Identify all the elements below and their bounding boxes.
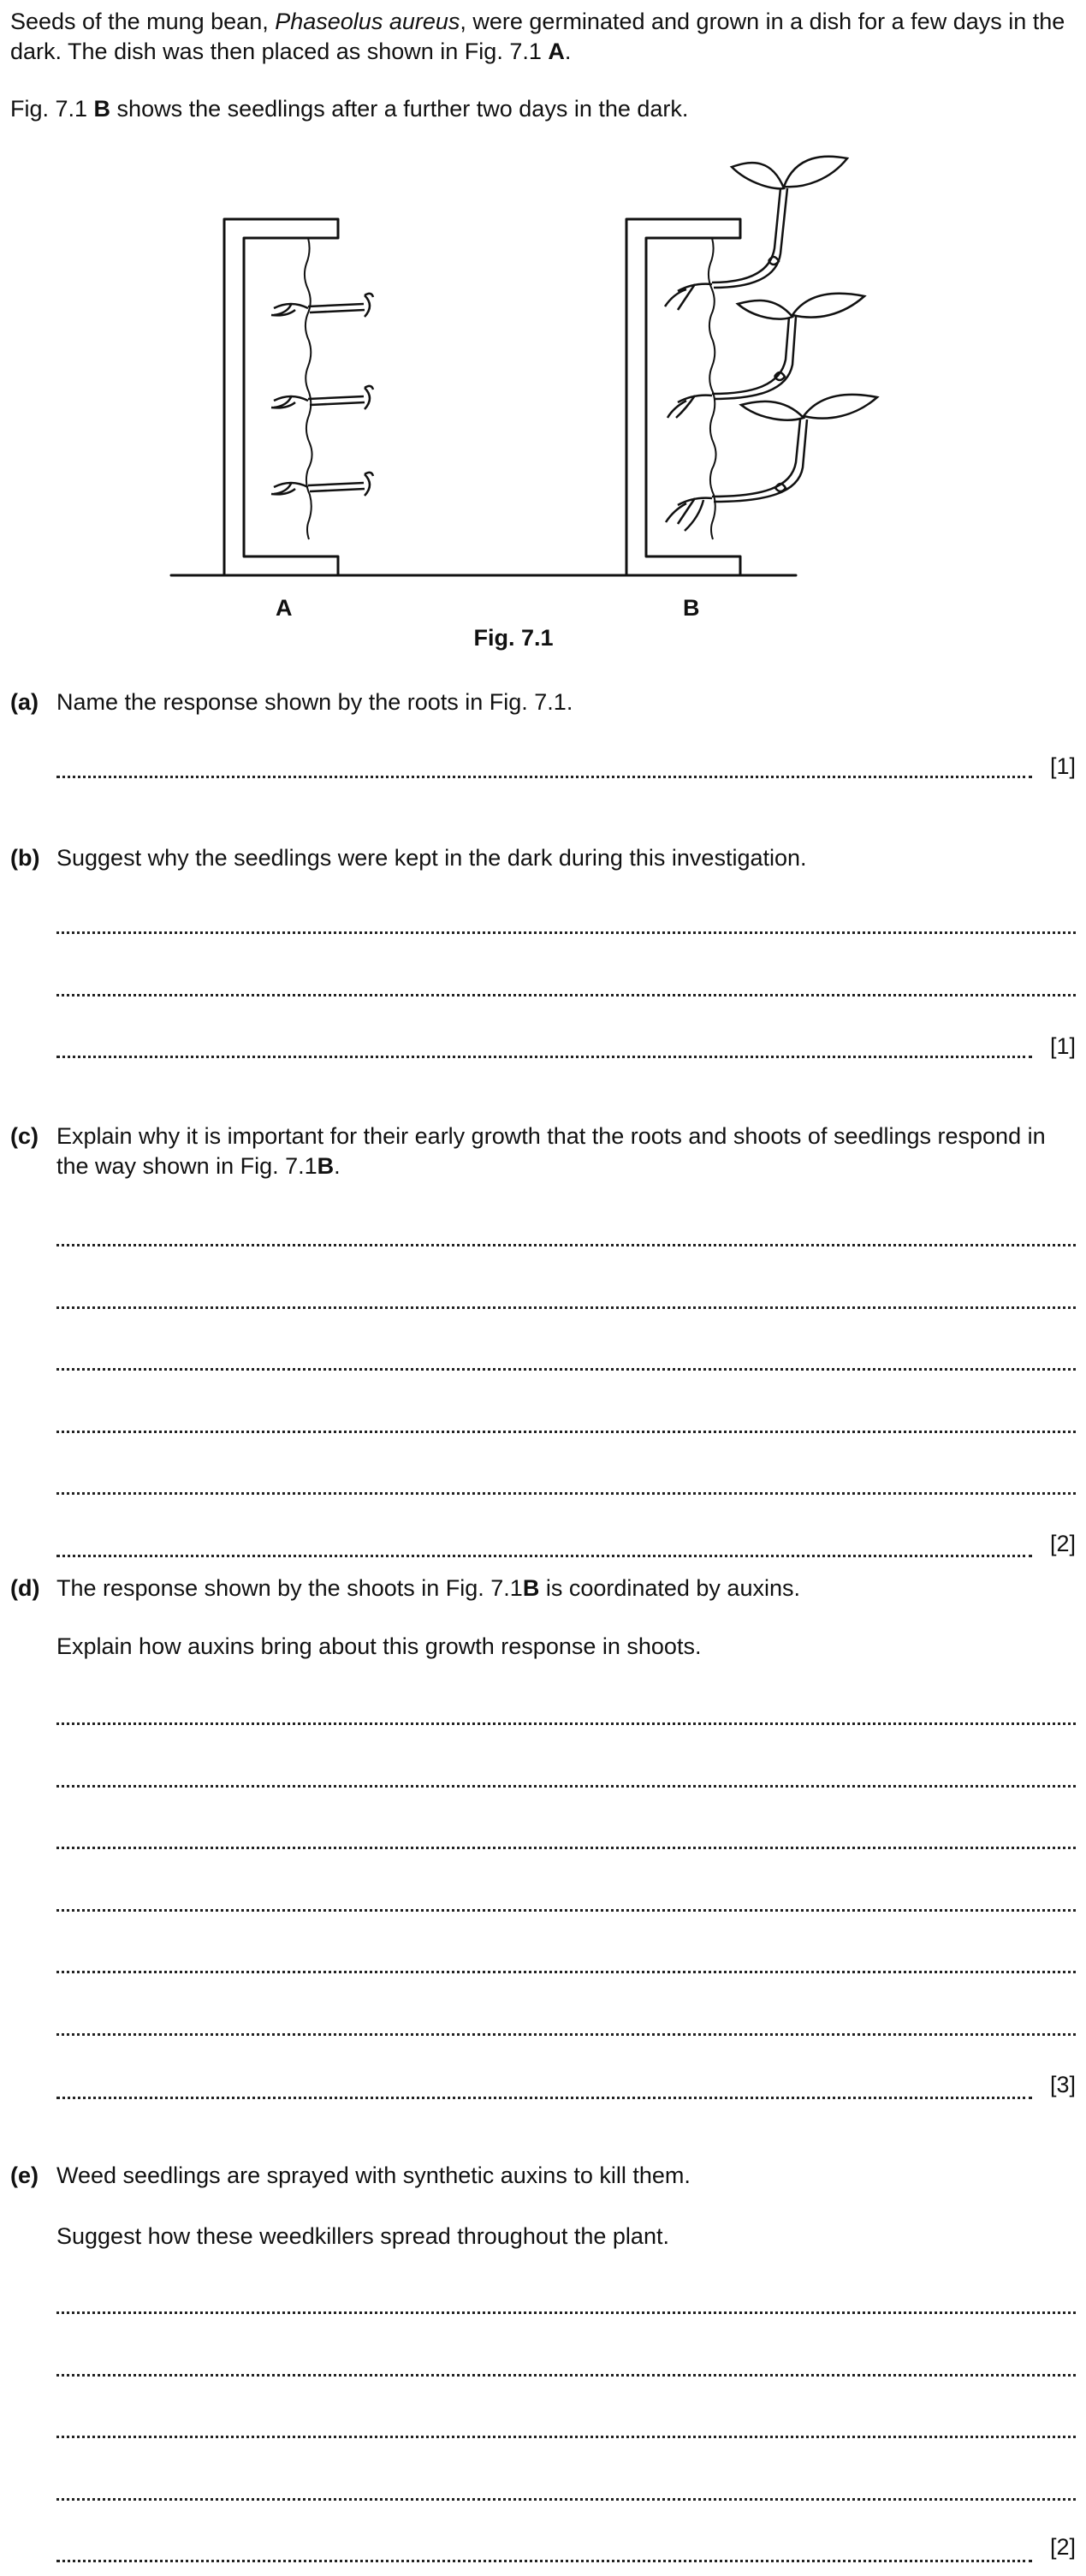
question-d-marks: [3] <box>1049 2072 1076 2097</box>
answer-line-c1[interactable] <box>56 1244 1076 1246</box>
question-d-instruction: Explain how auxins bring about this growth response in shoots. <box>56 1633 702 1659</box>
answer-line-a1[interactable] <box>56 776 1032 778</box>
seedling-a-2 <box>271 386 373 409</box>
intro-bold: B <box>93 96 111 122</box>
species-name: Phaseolus aureus <box>275 9 460 34</box>
answer-line-d2[interactable] <box>56 1785 1076 1788</box>
answer-line-e4[interactable] <box>56 2498 1076 2501</box>
seedling-a-1 <box>271 294 373 317</box>
question-e-text: Weed seedlings are sprayed with synthetic auxins to kill them. <box>56 2163 691 2188</box>
seedlings-b <box>665 157 877 531</box>
answer-line-d5[interactable] <box>56 1971 1076 1973</box>
question-d-label: (d) <box>10 1575 40 1601</box>
question-b-marks: [1] <box>1049 1033 1076 1059</box>
question-a-text: Name the response shown by the roots in Fig. 7.1. <box>56 689 573 715</box>
seedling-b-1 <box>665 157 847 310</box>
figure-label-b: B <box>683 595 700 621</box>
intro-text: , were germinated and grown in a dish for a few days in the dark. The dish was then placed as shown in Fig. 7.1 <box>10 9 1065 65</box>
answer-line-e3[interactable] <box>56 2436 1076 2438</box>
question-c-marks: [2] <box>1049 1531 1076 1556</box>
figure-label-a: A <box>276 595 293 621</box>
question-a-label: (a) <box>10 689 39 715</box>
answer-line-d3[interactable] <box>56 1847 1076 1849</box>
question-b-text: Suggest why the seedlings were kept in the dark during this investigation. <box>56 845 807 871</box>
question-c-text-bold: B <box>317 1153 335 1180</box>
intro-text: . <box>564 39 572 65</box>
figure-7-1-diagram <box>0 0 1086 668</box>
question-e-label: (e) <box>10 2163 39 2188</box>
question-d-text-post: is coordinated by auxins. <box>539 1575 800 1601</box>
answer-line-c2[interactable] <box>56 1306 1076 1309</box>
question-d-text-bold: B <box>522 1575 540 1601</box>
intro-text: Fig. 7.1 <box>10 96 94 122</box>
question-d-text-main: The response shown by the shoots in Fig. 7.1 <box>56 1575 523 1601</box>
question-a-marks: [1] <box>1049 753 1076 779</box>
answer-line-c6[interactable] <box>56 1555 1032 1557</box>
intro-text: Seeds of the mung bean, <box>10 9 276 34</box>
seedling-a-3 <box>271 473 373 496</box>
substrate-a <box>305 238 312 539</box>
answer-line-d6[interactable] <box>56 2033 1076 2036</box>
answer-line-c5[interactable] <box>56 1492 1076 1495</box>
answer-line-c3[interactable] <box>56 1368 1076 1371</box>
intro-bold: A <box>548 39 565 65</box>
question-c-text <box>56 1121 1079 1181</box>
answer-line-b3[interactable] <box>56 1056 1032 1058</box>
answer-line-d7[interactable] <box>56 2097 1032 2099</box>
answer-line-d4[interactable] <box>56 1909 1076 1912</box>
question-c-text-main: Explain why it is important for their early growth that the roots and shoots of seedlings respond in the way shown in Fig. 7.1 <box>56 1123 1046 1180</box>
answer-line-e2[interactable] <box>56 2374 1076 2377</box>
answer-line-d1[interactable] <box>56 1722 1076 1725</box>
figure-title: Fig. 7.1 <box>473 625 554 651</box>
answer-line-e1[interactable] <box>56 2311 1076 2314</box>
seedling-b-3 <box>666 395 877 531</box>
question-c-text-end: . <box>334 1153 341 1180</box>
question-e-marks: [2] <box>1049 2534 1076 2560</box>
answer-line-e5[interactable] <box>56 2560 1032 2562</box>
seedlings-a <box>271 294 373 496</box>
question-e-instruction: Suggest how these weedkillers spread throughout the plant. <box>56 2223 669 2249</box>
answer-line-c4[interactable] <box>56 1431 1076 1433</box>
question-b-label: (b) <box>10 845 40 871</box>
dish-b <box>626 219 740 575</box>
question-d-text <box>56 1574 1079 1603</box>
answer-line-b1[interactable] <box>56 931 1076 934</box>
intro-text: shows the seedlings after a further two days in the dark. <box>110 96 689 122</box>
answer-line-b2[interactable] <box>56 994 1076 996</box>
question-c-label: (c) <box>10 1123 39 1149</box>
